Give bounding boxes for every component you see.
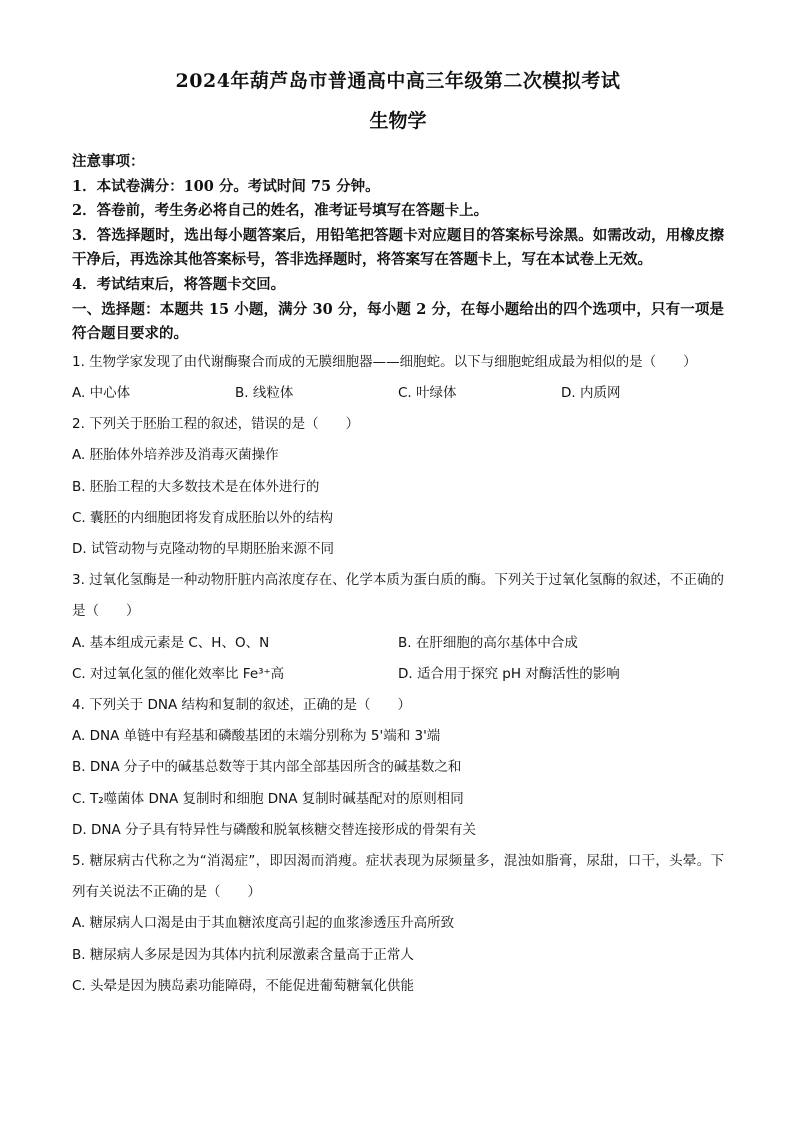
option-c: C. 对过氧化氢的催化效率比 Fe³⁺高 <box>72 665 285 682</box>
option-a: A. 基本组成元素是 C、H、O、N <box>72 634 270 651</box>
option-row <box>72 628 724 659</box>
option-row <box>72 378 724 409</box>
option-a: A. 中心体 <box>72 384 131 401</box>
option-row <box>72 659 724 690</box>
note-item: 4．考试结束后，将答题卡交回。 <box>72 275 286 293</box>
option-c: C. 囊胚的内细胞团将发育成胚胎以外的结构 <box>72 509 334 526</box>
option-d: D. DNA 分子具有特异性与磷酸和脱氧核糖交替连接形成的骨架有关 <box>72 821 476 838</box>
notes-section <box>72 150 724 347</box>
option-a: A. 糖尿病人口渴是由于其血糖浓度高引起的血浆渗透压升高所致 <box>72 915 455 932</box>
question-4 <box>72 690 724 846</box>
option-a: A. DNA 单链中有羟基和磷酸基团的末端分别称为 5'端和 3'端 <box>72 728 441 745</box>
subject-title: 生物学 <box>369 110 427 132</box>
question-stem: 3. 过氧化氢酶是一种动物肝脏内高浓度存在、化学本质为蛋白质的酶。下列关于过氧化氢酶的叙述，不正确的是（ ） <box>72 572 724 620</box>
section-heading: 一、选择题：本题共 15 小题，满分 30 分，每小题 2 分，在每小题给出的四个选项中，只有一项是符合题目要求的。 <box>72 300 724 343</box>
question-stem: 1. 生物学家发现了由代谢酶聚合而成的无膜细胞器——细胞蛇。以下与细胞蛇组成最为相似的是（ ） <box>72 353 697 370</box>
notes-heading: 注意事项： <box>72 153 145 170</box>
exam-title: 2024年葫芦岛市普通高中高三年级第二次模拟考试 <box>175 70 621 92</box>
question-stem: 4. 下列关于 DNA 结构和复制的叙述，正确的是（ ） <box>72 696 411 713</box>
option-c: C. T₂噬菌体 DNA 复制时和细胞 DNA 复制时碱基配对的原则相同 <box>72 790 464 807</box>
option-d: D. 内质网 <box>561 384 621 401</box>
question-2 <box>72 409 724 565</box>
question-stem: 2. 下列关于胚胎工程的叙述，错误的是（ ） <box>72 416 360 433</box>
question-stem: 5. 糖尿病古代称之为“消渴症”，即因渴而消瘦。症状表现为尿频量多，混浊如脂膏，尿甜，口干，头晕。下列有关说法不正确的是（ ） <box>72 853 724 901</box>
option-b: B. 在肝细胞的高尔基体中合成 <box>398 634 578 651</box>
option-b: B. 糖尿病人多尿是因为其体内抗利尿激素含量高于正常人 <box>72 946 414 963</box>
exam-page <box>72 66 724 1002</box>
option-d: D. 适合用于探究 pH 对酶活性的影响 <box>398 665 620 682</box>
option-c: C. 头晕是因为胰岛素功能障碍，不能促进葡萄糖氧化供能 <box>72 977 415 994</box>
option-a: A. 胚胎体外培养涉及消毒灭菌操作 <box>72 447 279 464</box>
option-b: B. 胚胎工程的大多数技术是在体外进行的 <box>72 478 320 495</box>
option-c: C. 叶绿体 <box>398 384 457 401</box>
note-item: 3．答选择题时，选出每小题答案后，用铅笔把答题卡对应题目的答案标号涂黑。如需改动，用橡皮擦干净后，再选涂其他答案标号，答非选择题时，将答案写在答题卡上，写在本试卷上无效。 <box>72 226 724 269</box>
option-b: B. DNA 分子中的碱基总数等于其内部全部基因所含的碱基数之和 <box>72 759 462 776</box>
option-d: D. 试管动物与克隆动物的早期胚胎来源不同 <box>72 540 334 557</box>
option-b: B. 线粒体 <box>235 384 294 401</box>
note-item: 1．本试卷满分：100 分。考试时间 75 分钟。 <box>72 177 380 195</box>
question-3 <box>72 565 724 690</box>
note-item: 2．答卷前，考生务必将自己的姓名，准考证号填写在答题卡上。 <box>72 202 489 220</box>
question-5 <box>72 846 724 1002</box>
question-1 <box>72 347 724 409</box>
